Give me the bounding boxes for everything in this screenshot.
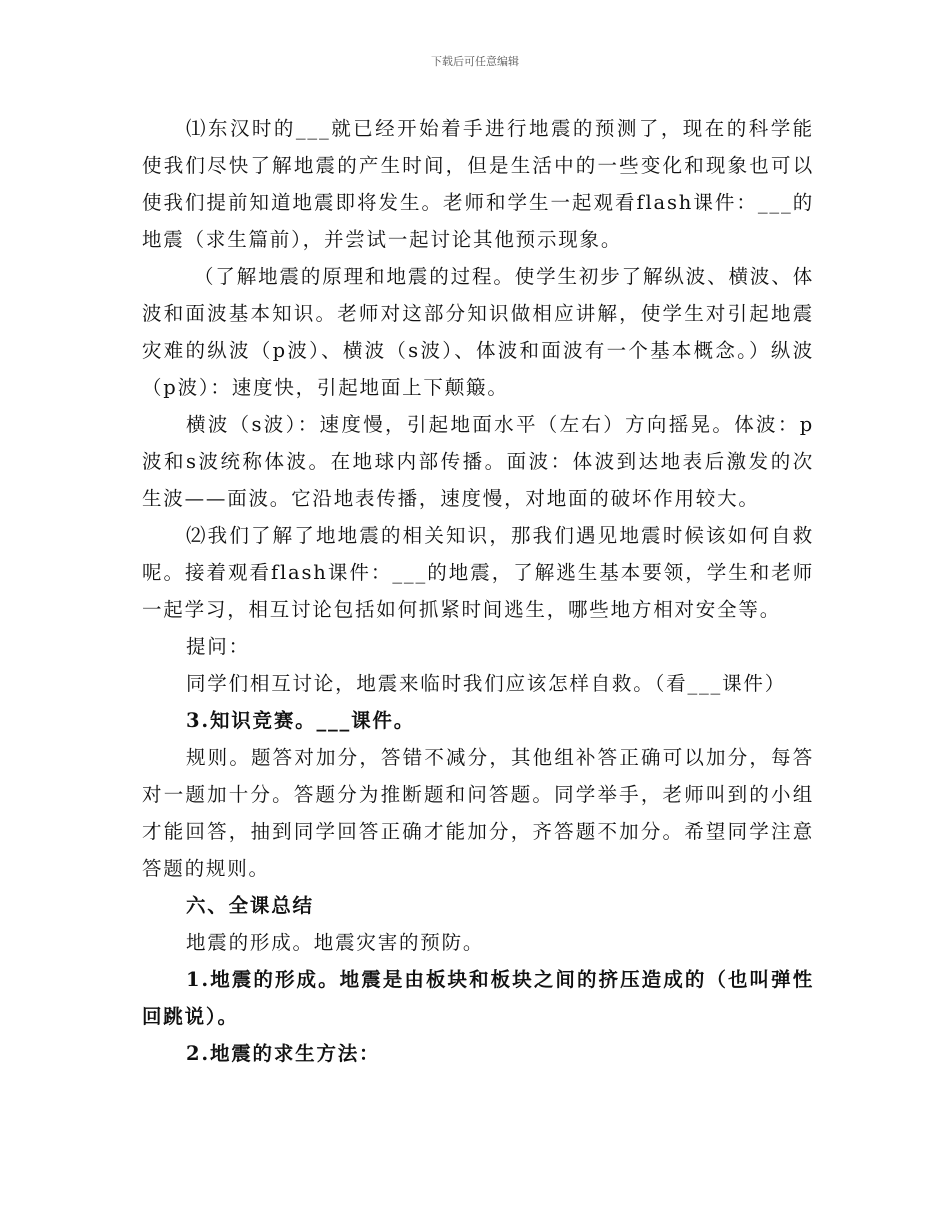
- paragraph-summary-topics: 地震的形成。地震灾害的预防。: [186, 931, 485, 954]
- paragraph-wave-principles: （了解地震的原理和地震的过程。使学生初步了解纵波、横波、体波和面波基本知识。老师对这部分知识做相应讲解，使学生对引起地震灾难的纵波（p波）、横波（s波）、体波和面波有一个基本概念。）纵波（p波）：速度快，引起地面上下颠簸。: [142, 265, 814, 399]
- heading-survival-methods: 2.地震的求生方法：: [186, 1042, 381, 1065]
- page-header: 下载后可任意编辑: [431, 55, 519, 68]
- document-body: [142, 110, 814, 1072]
- paragraph-contest-rules: 规则。题答对加分，答错不减分，其他组补答正确可以加分，每答对一题加十分。答题分为推断题和问答题。同学举手，老师叫到的小组才能回答，抽到同学回答正确才能加分，齐答题不加分。希望同学注意答题的规则。: [142, 746, 814, 880]
- heading-knowledge-contest: 3.知识竞赛。___课件。: [186, 709, 416, 732]
- paragraph-transverse-waves: 横波（s波）：速度慢，引起地面水平（左右）方向摇晃。体波：p波和s波统称体波。在地球内部传播。面波：体波到达地表后激发的次生波——面波。它沿地表传播，速度慢，对地面的破坏作用较大。: [142, 413, 814, 510]
- paragraph-discussion: 同学们相互讨论，地震来临时我们应该怎样自救。（看___课件）: [186, 672, 787, 695]
- paragraph-question-label: 提问：: [186, 635, 250, 658]
- paragraph-earthquake-prediction: ⑴东汉时的___就已经开始着手进行地震的预测了，现在的科学能使我们尽快了解地震的产生时间，但是生活中的一些变化和现象也可以使我们提前知道地震即将发生。老师和学生一起观看flash课件：___的地震（求生篇前），并尝试一起讨论其他预示现象。: [142, 117, 814, 251]
- heading-earthquake-formation: 1.地震的形成。地震是由板块和板块之间的挤压造成的（也叫弹性回跳说）。: [142, 968, 814, 1028]
- paragraph-self-rescue: ⑵我们了解了地地震的相关知识，那我们遇见地震时候该如何自救呢。接着观看flash课件：___的地震，了解逃生基本要领，学生和老师一起学习，相互讨论包括如何抓紧时间逃生，哪些地方相对安全等。: [142, 524, 814, 621]
- heading-course-summary: 六、全课总结: [186, 894, 314, 917]
